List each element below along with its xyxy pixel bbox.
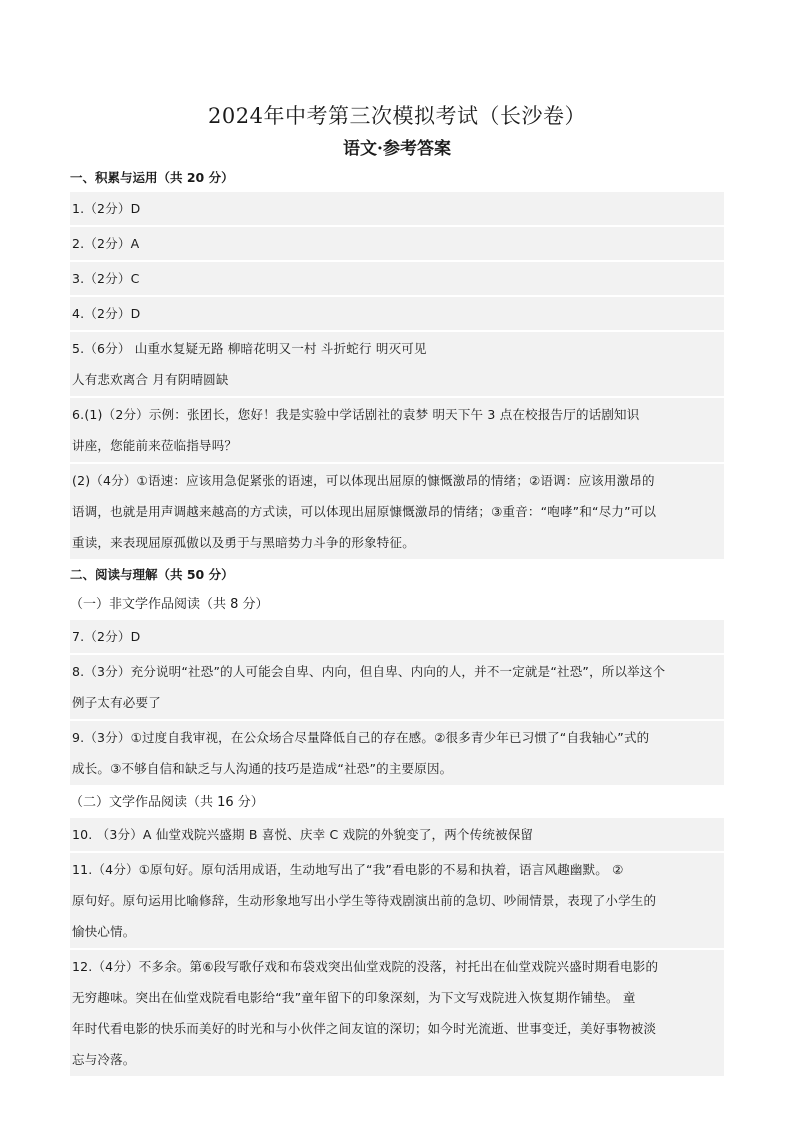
answer-line: 9.（3分）①过度自我审视，在公众场合尽量降低自己的存在感。②很多青少年已习惯了“自我轴心”式的 bbox=[72, 730, 650, 745]
answer-item bbox=[70, 950, 724, 1076]
answer-line: 6.(1)（2分）示例：张团长，您好！我是实验中学话剧社的袁梦 明天下午 3 点在校报告厅的话剧知识 bbox=[72, 407, 640, 422]
answer-line: 7.（2分）D bbox=[72, 629, 141, 644]
answer-item bbox=[70, 464, 724, 559]
answer-line: 原句好。原句运用比喻修辞，生动形象地写出小学生等待戏剧演出前的急切、吵闹情景，表现了小学生的 bbox=[72, 893, 657, 908]
answer-item bbox=[70, 262, 724, 295]
document-title: 2024年中考第三次模拟考试（长沙卷） bbox=[208, 104, 586, 128]
answer-line: 无穷趣味。突出在仙堂戏院看电影给“我”童年留下的印象深刻，为下文写戏院进入恢复期作铺垫。 童 bbox=[72, 990, 636, 1005]
answer-line: 愉快心情。 bbox=[72, 924, 136, 939]
subsection-heading: （二）文学作品阅读（共 16 分） bbox=[70, 795, 264, 810]
answer-item bbox=[70, 721, 724, 785]
answer-line: 11.（4分）①原句好。原句活用成语，生动地写出了“我”看电影的不易和执着，语言风趣幽默。 ② bbox=[72, 862, 624, 877]
answer-item bbox=[70, 655, 724, 719]
answer-line: 讲座，您能前来莅临指导吗？ bbox=[72, 438, 238, 453]
answer-line: 2.（2分）A bbox=[72, 236, 140, 251]
answer-line: 1.（2分）D bbox=[72, 201, 141, 216]
answer-line: 年时代看电影的快乐而美好的时光和与小伙伴之间友谊的深切；如今时光流逝、世事变迁，美好事物被淡 bbox=[72, 1021, 657, 1036]
answer-item bbox=[70, 620, 724, 653]
document-subtitle: 语文·参考答案 bbox=[343, 139, 451, 159]
answer-line: 重读，来表现屈原孤傲以及勇于与黑暗势力斗争的形象特征。 bbox=[72, 535, 415, 550]
answer-line: 4.（2分）D bbox=[72, 306, 141, 321]
answer-content bbox=[70, 164, 724, 1078]
section-heading: 一、积累与运用（共 20 分） bbox=[70, 170, 234, 185]
answer-item bbox=[70, 818, 724, 851]
answer-line: 10. （3分）A 仙堂戏院兴盛期 B 喜悦、庆幸 C 戏院的外貌变了，两个传统被保留 bbox=[72, 827, 534, 842]
answer-item bbox=[70, 332, 724, 396]
answer-line: 8.（3分）充分说明“社恐”的人可能会自卑、内向，但自卑、内向的人，并不一定就是“社恐”，所以举这个 bbox=[72, 664, 666, 679]
answer-line: 成长。③不够自信和缺乏与人沟通的技巧是造成“社恐”的主要原因。 bbox=[72, 761, 453, 776]
answer-item bbox=[70, 192, 724, 225]
answer-line: 语调，也就是用声调越来越高的方式读，可以体现出屈原慷慨激昂的情绪；③重音：“咆哮”和“尽力”可以 bbox=[72, 504, 657, 519]
answer-line: 人有悲欢离合 月有阴晴圆缺 bbox=[72, 372, 229, 387]
answer-line: (2)（4分）①语速：应该用急促紧张的语速，可以体现出屈原的慷慨激昂的情绪；②语调：应该用激昂的 bbox=[72, 473, 655, 488]
answer-line: 忘与冷落。 bbox=[72, 1052, 136, 1067]
subsection-heading: （一）非文学作品阅读（共 8 分） bbox=[70, 597, 269, 612]
answer-line: 例子太有必要了 bbox=[72, 695, 161, 710]
answer-line: 12.（4分）不多余。第⑥段写歌仔戏和布袋戏突出仙堂戏院的没落，衬托出在仙堂戏院兴盛时期看电影的 bbox=[72, 959, 659, 974]
answer-item bbox=[70, 297, 724, 330]
answer-item bbox=[70, 853, 724, 948]
answer-line: 5.（6分） 山重水复疑无路 柳暗花明又一村 斗折蛇行 明灭可见 bbox=[72, 341, 427, 356]
section-heading: 二、阅读与理解（共 50 分） bbox=[70, 567, 234, 582]
answer-line: 3.（2分）C bbox=[72, 271, 140, 286]
answer-item bbox=[70, 398, 724, 462]
answer-item bbox=[70, 227, 724, 260]
